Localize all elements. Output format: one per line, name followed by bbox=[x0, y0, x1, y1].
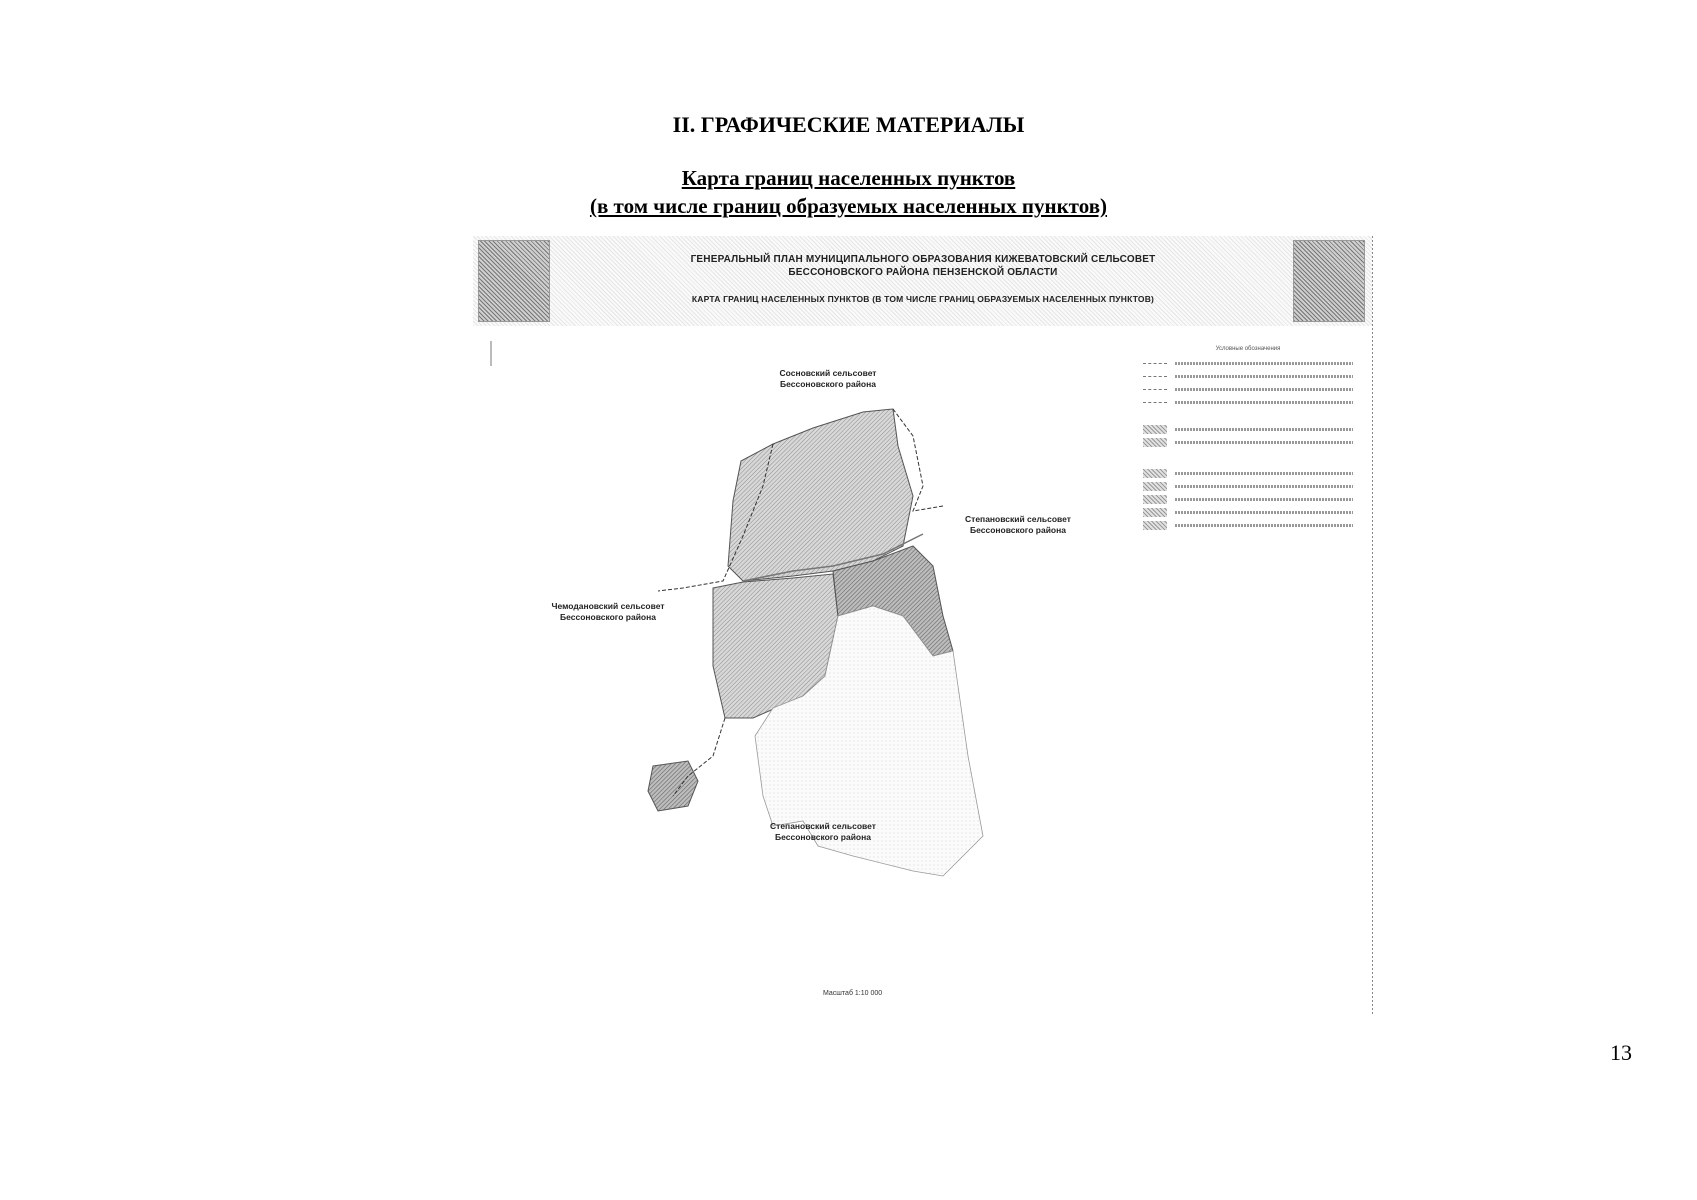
map-scale: Масштаб 1:10 000 bbox=[823, 990, 883, 997]
legend-title: Условные обозначения bbox=[1215, 346, 1281, 352]
legend-item bbox=[1143, 397, 1353, 407]
map-header-line2: БЕССОНОВСКОГО РАЙОНА ПЕНЗЕНСКОЙ ОБЛАСТИ bbox=[788, 267, 1058, 278]
legend-item bbox=[1143, 494, 1353, 504]
legend-item bbox=[1143, 424, 1353, 434]
region-label-south: Степановский сельсовет Бессоновского района bbox=[770, 821, 876, 842]
legend-item bbox=[1143, 371, 1353, 381]
region-label-north: Сосновский сельсовет Бессоновского района bbox=[779, 368, 877, 389]
region-label-west: Чемодановский сельсовет Бессоновского района bbox=[551, 601, 665, 622]
map-subtitle-line2: (в том числе границ образуемых населенных пунктов) bbox=[589, 194, 1108, 218]
page-number: 13 bbox=[1610, 1040, 1632, 1065]
legend-item bbox=[1143, 481, 1353, 491]
map-right-border bbox=[1372, 236, 1373, 1014]
legend-item bbox=[1143, 384, 1353, 394]
map-sheet bbox=[473, 236, 1373, 1014]
region-label-east: Степановский сельсовет Бессоновского района bbox=[965, 514, 1071, 535]
map-header-line1: ГЕНЕРАЛЬНЫЙ ПЛАН МУНИЦИПАЛЬНОГО ОБРАЗОВАНИЯ КИЖЕВАТОВСКИЙ СЕЛЬСОВЕТ bbox=[690, 254, 1156, 265]
map-header-line3: КАРТА ГРАНИЦ НАСЕЛЕННЫХ ПУНКТОВ (В ТОМ ЧИСЛЕ ГРАНИЦ ОБРАЗУЕМЫХ НАСЕЛЕННЫХ ПУНКТОВ) bbox=[691, 294, 1155, 304]
settlement-area-small bbox=[648, 761, 698, 811]
settlement-area-north bbox=[728, 409, 913, 581]
legend-item bbox=[1143, 358, 1353, 368]
legend-item bbox=[1143, 520, 1353, 530]
legend-item bbox=[1143, 468, 1353, 478]
legend-item bbox=[1143, 437, 1353, 447]
section-title: II. ГРАФИЧЕСКИЕ МАТЕРИАЛЫ bbox=[672, 112, 1025, 137]
map-subtitle-line1: Карта границ населенных пунктов bbox=[681, 166, 1016, 190]
map-legend bbox=[1143, 346, 1353, 533]
legend-item bbox=[1143, 507, 1353, 517]
